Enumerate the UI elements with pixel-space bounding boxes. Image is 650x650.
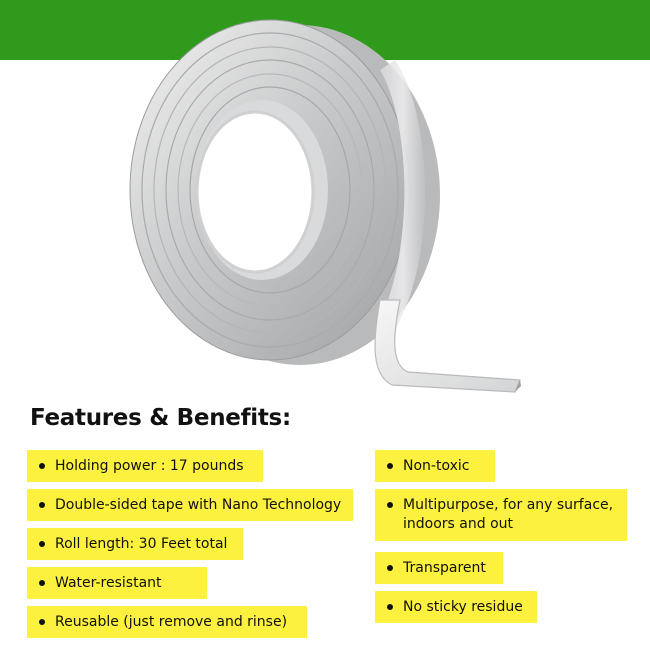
feature-tag	[27, 450, 263, 482]
bullet-icon	[39, 580, 45, 586]
feature-tag	[375, 450, 495, 482]
bullet-icon	[387, 502, 393, 508]
feature-text: Transparent	[403, 560, 486, 576]
features-heading: Features & Benefits:	[30, 405, 291, 431]
bullet-icon	[387, 604, 393, 610]
bullet-icon	[39, 619, 45, 625]
feature-tag	[375, 552, 503, 584]
feature-text: No sticky residue	[403, 599, 523, 615]
feature-text: Multipurpose, for any surface, indoors and out	[403, 497, 614, 532]
feature-text: Non-toxic	[403, 458, 470, 474]
feature-tag	[27, 606, 307, 638]
feature-text: Double-sided tape with Nano Technology	[55, 497, 342, 513]
bullet-icon	[39, 541, 45, 547]
feature-tag	[27, 567, 207, 599]
feature-tag	[27, 489, 353, 521]
feature-text: Holding power : 17 pounds	[55, 458, 244, 474]
feature-tag	[375, 489, 627, 541]
feature-tag	[27, 528, 243, 560]
bullet-icon	[387, 565, 393, 571]
bullet-icon	[39, 463, 45, 469]
bullet-icon	[39, 502, 45, 508]
feature-tag	[375, 591, 537, 623]
feature-text: Water-resistant	[55, 575, 162, 591]
feature-text: Roll length: 30 Feet total	[55, 536, 228, 552]
feature-text: Reusable (just remove and rinse)	[55, 614, 288, 630]
bullet-icon	[387, 463, 393, 469]
